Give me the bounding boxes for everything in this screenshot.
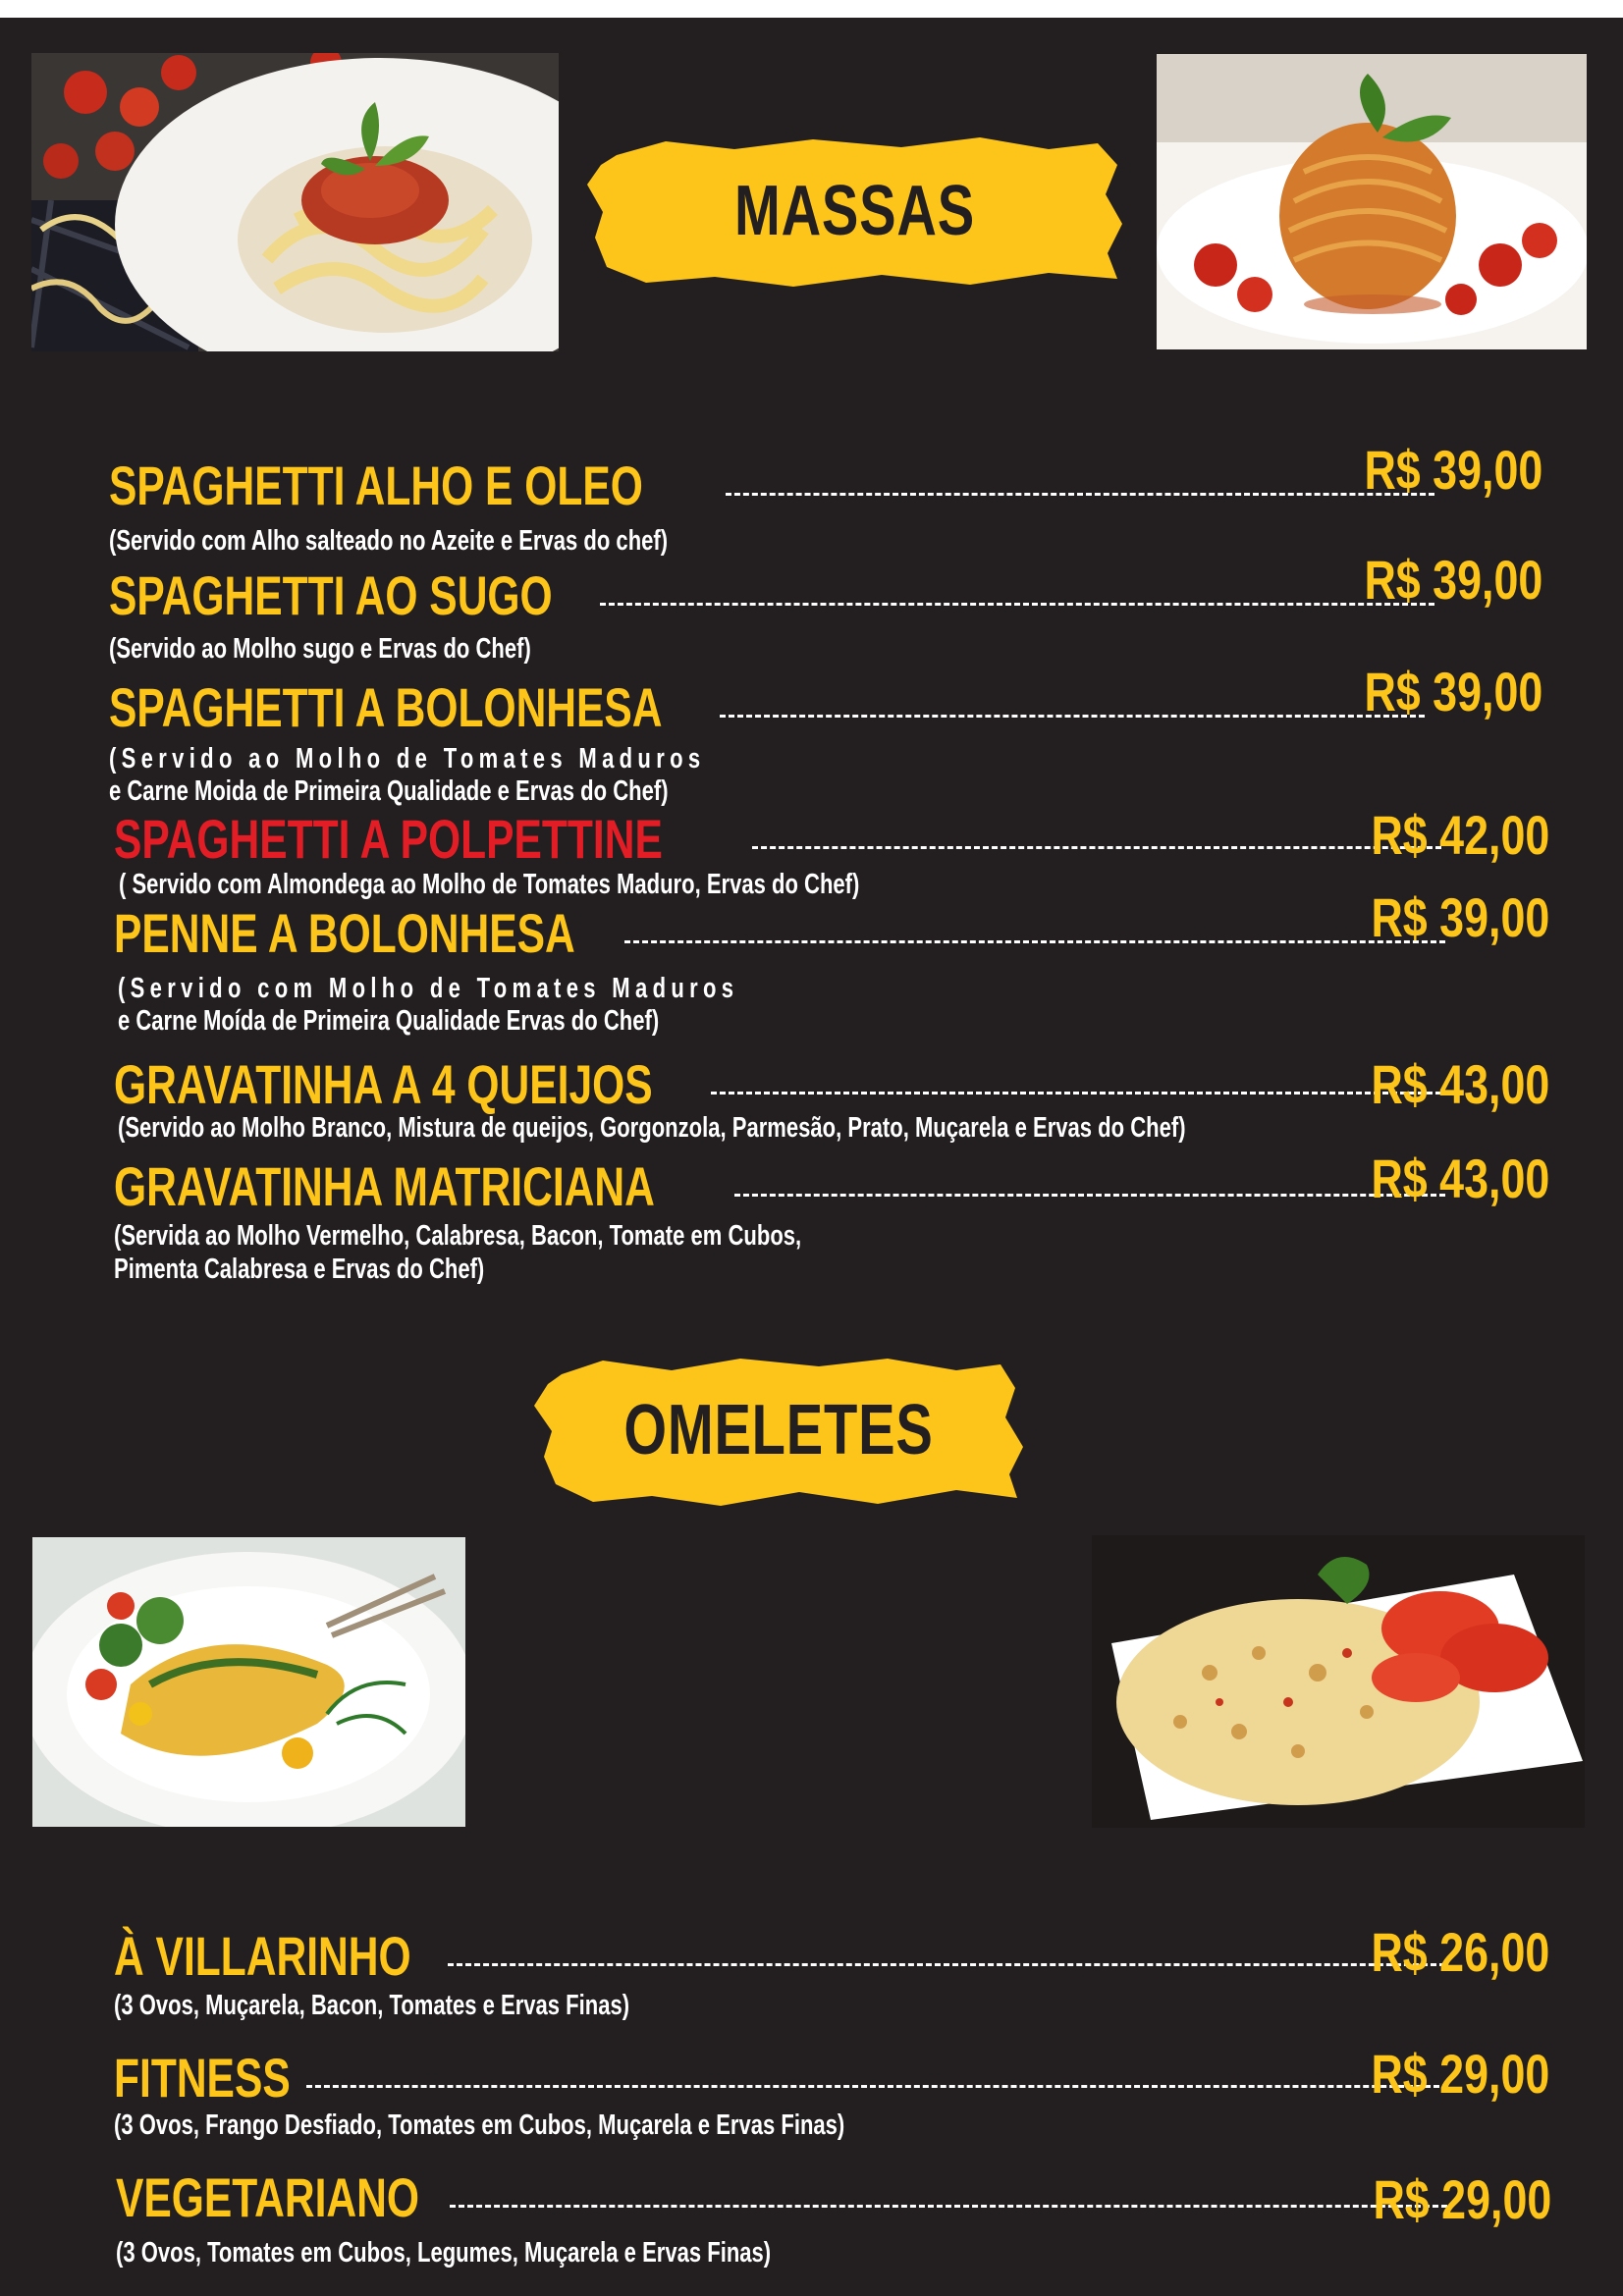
item-description: e Carne Moida de Primeira Qualidade e Ervas do Chef) [109, 775, 669, 807]
dotted-leader [450, 2205, 1447, 2208]
item-description: (3 Ovos, Muçarela, Bacon, Tomates e Ervas Finas) [114, 1990, 630, 2021]
item-description: Pimenta Calabresa e Ervas do Chef) [114, 1254, 485, 1285]
menu-item [109, 549, 1542, 626]
item-description: e Carne Moída de Primeira Qualidade Ervas do Chef) [118, 1005, 660, 1037]
section-title-omeletes: OMELETES [623, 1391, 934, 1469]
item-name: FITNESS [114, 2047, 291, 2109]
item-price: R$ 29,00 [1373, 2168, 1551, 2230]
photo-tomato-omelette [1092, 1535, 1585, 1828]
item-price: R$ 29,00 [1371, 2043, 1549, 2105]
item-description: (Servido ao Molho sugo e Ervas do Chef) [109, 633, 531, 665]
item-price: R$ 43,00 [1371, 1148, 1549, 1209]
dotted-leader [624, 940, 1445, 943]
dotted-leader [711, 1092, 1441, 1095]
item-description: (Servido com Molho de Tomates Maduros [118, 973, 739, 1004]
item-description: (3 Ovos, Frango Desfiado, Tomates em Cubos, Muçarela e Ervas Finas) [114, 2109, 845, 2141]
item-price: R$ 26,00 [1371, 1921, 1549, 1983]
section-banner-omeletes [534, 1355, 1023, 1506]
item-description: (Servido ao Molho de Tomates Maduros [109, 743, 706, 774]
menu-item [109, 439, 1542, 516]
item-description: (Servido ao Molho Branco, Mistura de queijos, Gorgonzola, Parmesão, Prato, Muçarela e Ervas do Chef) [118, 1112, 1186, 1144]
item-name: SPAGHETTI A POLPETTINE [114, 808, 663, 870]
menu-item [114, 1148, 1549, 1217]
item-name: GRAVATINHA MATRICIANA [114, 1155, 655, 1217]
item-description: (3 Ovos, Tomates em Cubos, Legumes, Muçarela e Ervas Finas) [116, 2237, 772, 2269]
item-name: VEGETARIANO [116, 2166, 419, 2228]
dotted-leader [600, 603, 1434, 606]
dotted-leader [306, 2085, 1439, 2088]
item-name: SPAGHETTI A BOLONHESA [109, 676, 663, 738]
menu-item [114, 1921, 1549, 1987]
item-name: À VILLARINHO [114, 1925, 411, 1987]
dotted-leader [448, 1963, 1445, 1966]
item-price: R$ 39,00 [1364, 661, 1542, 722]
item-description: (Servida ao Molho Vermelho, Calabresa, Bacon, Tomate em Cubos, [114, 1220, 802, 1252]
dotted-leader [726, 493, 1434, 496]
item-price: R$ 39,00 [1364, 439, 1542, 501]
dotted-leader [720, 715, 1425, 718]
item-name: GRAVATINHA A 4 QUEIJOS [114, 1053, 653, 1115]
menu-item [116, 2166, 1551, 2230]
photo-spinach-omelette [32, 1537, 465, 1827]
item-price: R$ 39,00 [1364, 549, 1542, 611]
item-price: R$ 43,00 [1371, 1053, 1549, 1115]
dotted-leader [734, 1194, 1445, 1197]
photo-tagliatelle-bolognese [31, 53, 559, 351]
item-price: R$ 39,00 [1371, 886, 1549, 948]
item-description: ( Servido com Almondega ao Molho de Tomates Maduro, Ervas do Chef) [119, 869, 860, 900]
item-name: PENNE A BOLONHESA [114, 902, 575, 964]
photo-spaghetti-nest [1157, 54, 1587, 349]
dotted-leader [752, 846, 1441, 849]
section-title-massas: MASSAS [734, 172, 975, 250]
menu-item [114, 886, 1549, 964]
item-name: SPAGHETTI AO SUGO [109, 564, 553, 626]
menu-page [0, 18, 1623, 2296]
section-banner-massas [587, 135, 1122, 287]
menu-item [114, 804, 1549, 870]
item-name: SPAGHETTI ALHO E OLEO [109, 454, 643, 516]
item-description: (Servido com Alho salteado no Azeite e Ervas do chef) [109, 525, 669, 557]
item-price: R$ 42,00 [1371, 804, 1549, 866]
menu-item [109, 661, 1542, 738]
menu-item [114, 1053, 1549, 1115]
menu-item [114, 2043, 1549, 2109]
